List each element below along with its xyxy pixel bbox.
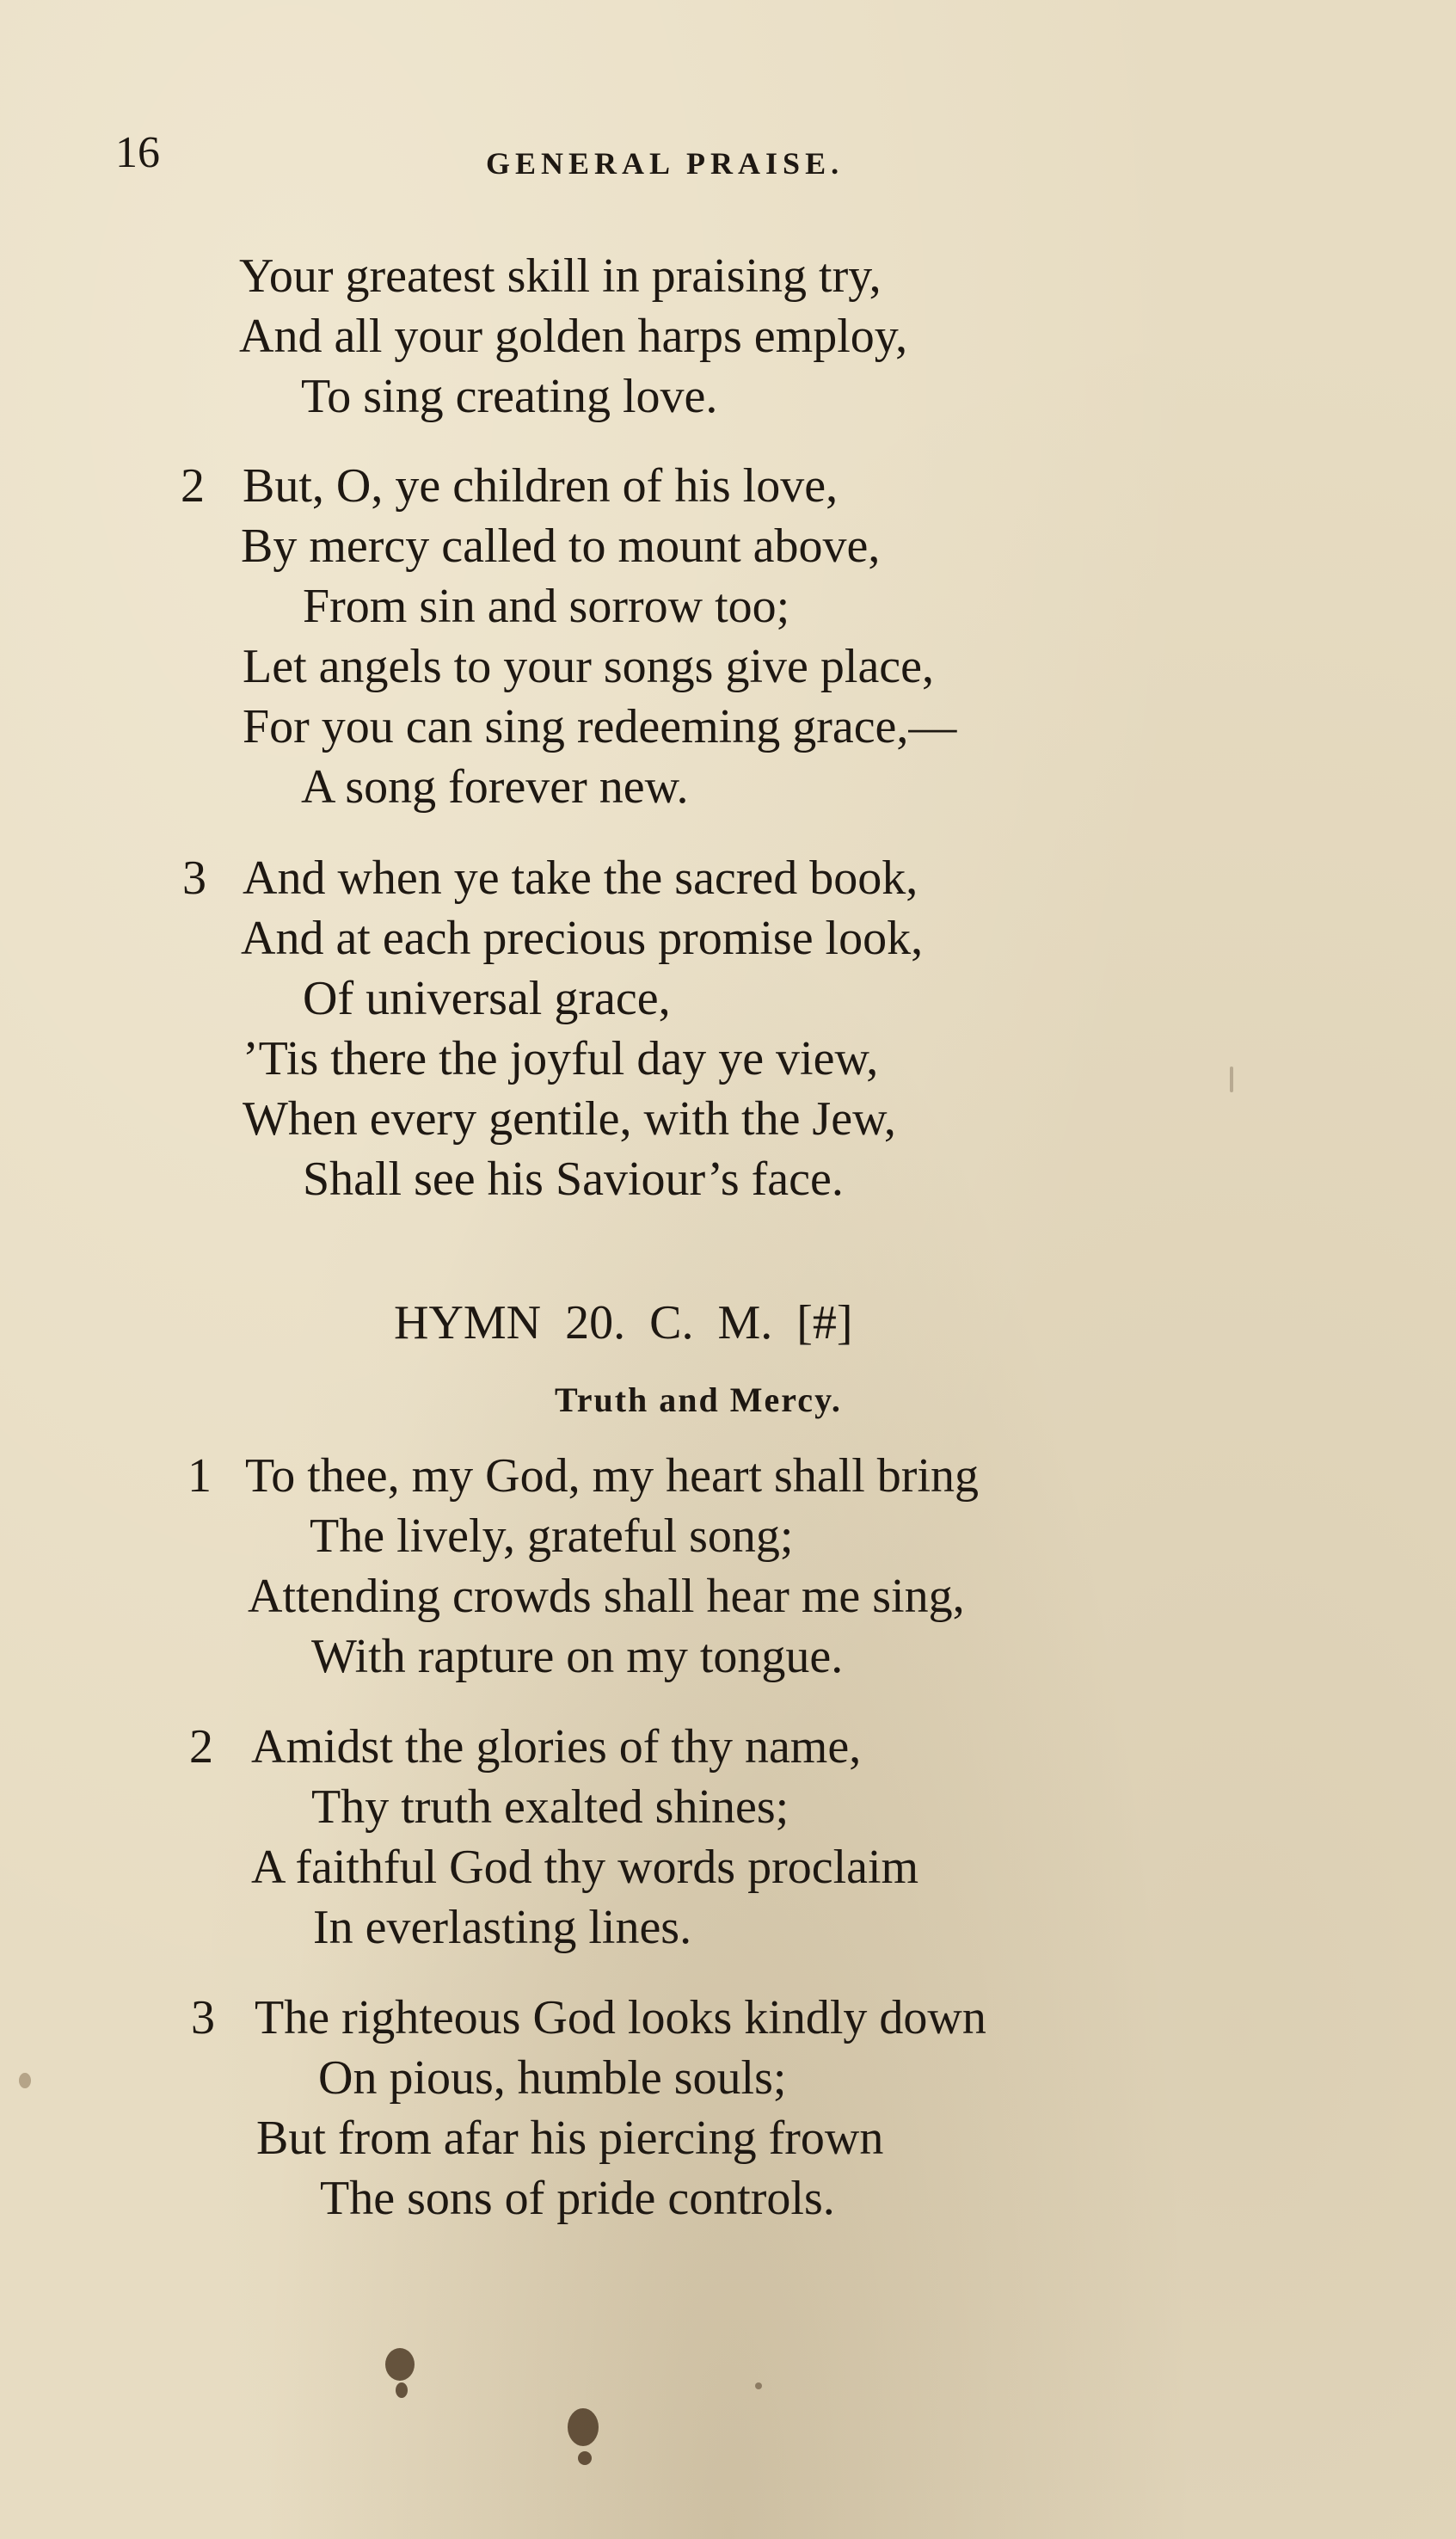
verse-line: Let angels to your songs give place, <box>243 640 935 693</box>
verse-line: From sin and sorrow too; <box>303 580 790 633</box>
verse-line: On pious, humble souls; <box>318 2051 787 2105</box>
ink-stain <box>385 2348 415 2381</box>
verse-line: Attending crowds shall hear me sing, <box>248 1570 965 1623</box>
verse-line: Of universal grace, <box>303 972 671 1025</box>
verse-line: The lively, grateful song; <box>310 1509 794 1563</box>
stanza-number: 2 <box>189 1720 213 1774</box>
verse-line: Shall see his Saviour’s face. <box>303 1153 844 1206</box>
ink-stain <box>755 2382 762 2389</box>
stanza-number: 1 <box>187 1449 212 1503</box>
verse-line: To thee, my God, my heart shall bring <box>245 1449 980 1503</box>
verse-line: When every gentile, with the Jew, <box>243 1092 896 1146</box>
ink-stain <box>578 2451 592 2465</box>
verse-line: But, O, ye children of his love, <box>243 459 839 513</box>
verse-line: A faithful God thy words proclaim <box>251 1841 919 1894</box>
stanza-number: 3 <box>182 851 206 905</box>
verse-line: And at each precious promise look, <box>241 912 924 965</box>
verse-line: And when ye take the sacred book, <box>243 851 918 905</box>
ink-stain <box>396 2382 408 2398</box>
hymn-subtitle: Truth and Mercy. <box>555 1380 842 1419</box>
verse-line: But from afar his piercing frown <box>256 2112 884 2165</box>
verse-line: A song forever new. <box>301 760 689 814</box>
ink-stain <box>568 2408 599 2446</box>
verse-line: Your greatest skill in praising try, <box>239 249 882 303</box>
verse-line: The righteous God looks kindly down <box>255 1991 986 2044</box>
verse-line: ’Tis there the joyful day ye view, <box>243 1032 879 1085</box>
stanza-number: 3 <box>191 1991 215 2044</box>
verse-line: For you can sing redeeming grace,— <box>243 700 957 753</box>
verse-line: To sing creating love. <box>301 370 718 423</box>
stanza-number: 2 <box>181 459 205 513</box>
page-number: 16 <box>115 128 160 177</box>
verse-line: In everlasting lines. <box>313 1901 692 1954</box>
verse-line: Amidst the glories of thy name, <box>251 1720 862 1774</box>
verse-line: The sons of pride controls. <box>320 2172 835 2225</box>
hymn-heading: HYMN 20. C. M. [#] <box>394 1296 853 1349</box>
verse-line: Thy truth exalted shines; <box>311 1780 789 1834</box>
paper-mark <box>1230 1067 1233 1092</box>
verse-line: By mercy called to mount above, <box>241 519 881 573</box>
running-title: GENERAL PRAISE. <box>486 146 845 181</box>
verse-line: And all your golden harps employ, <box>239 310 908 363</box>
paper-stain <box>19 2073 31 2088</box>
verse-line: With rapture on my tongue. <box>311 1630 844 1683</box>
